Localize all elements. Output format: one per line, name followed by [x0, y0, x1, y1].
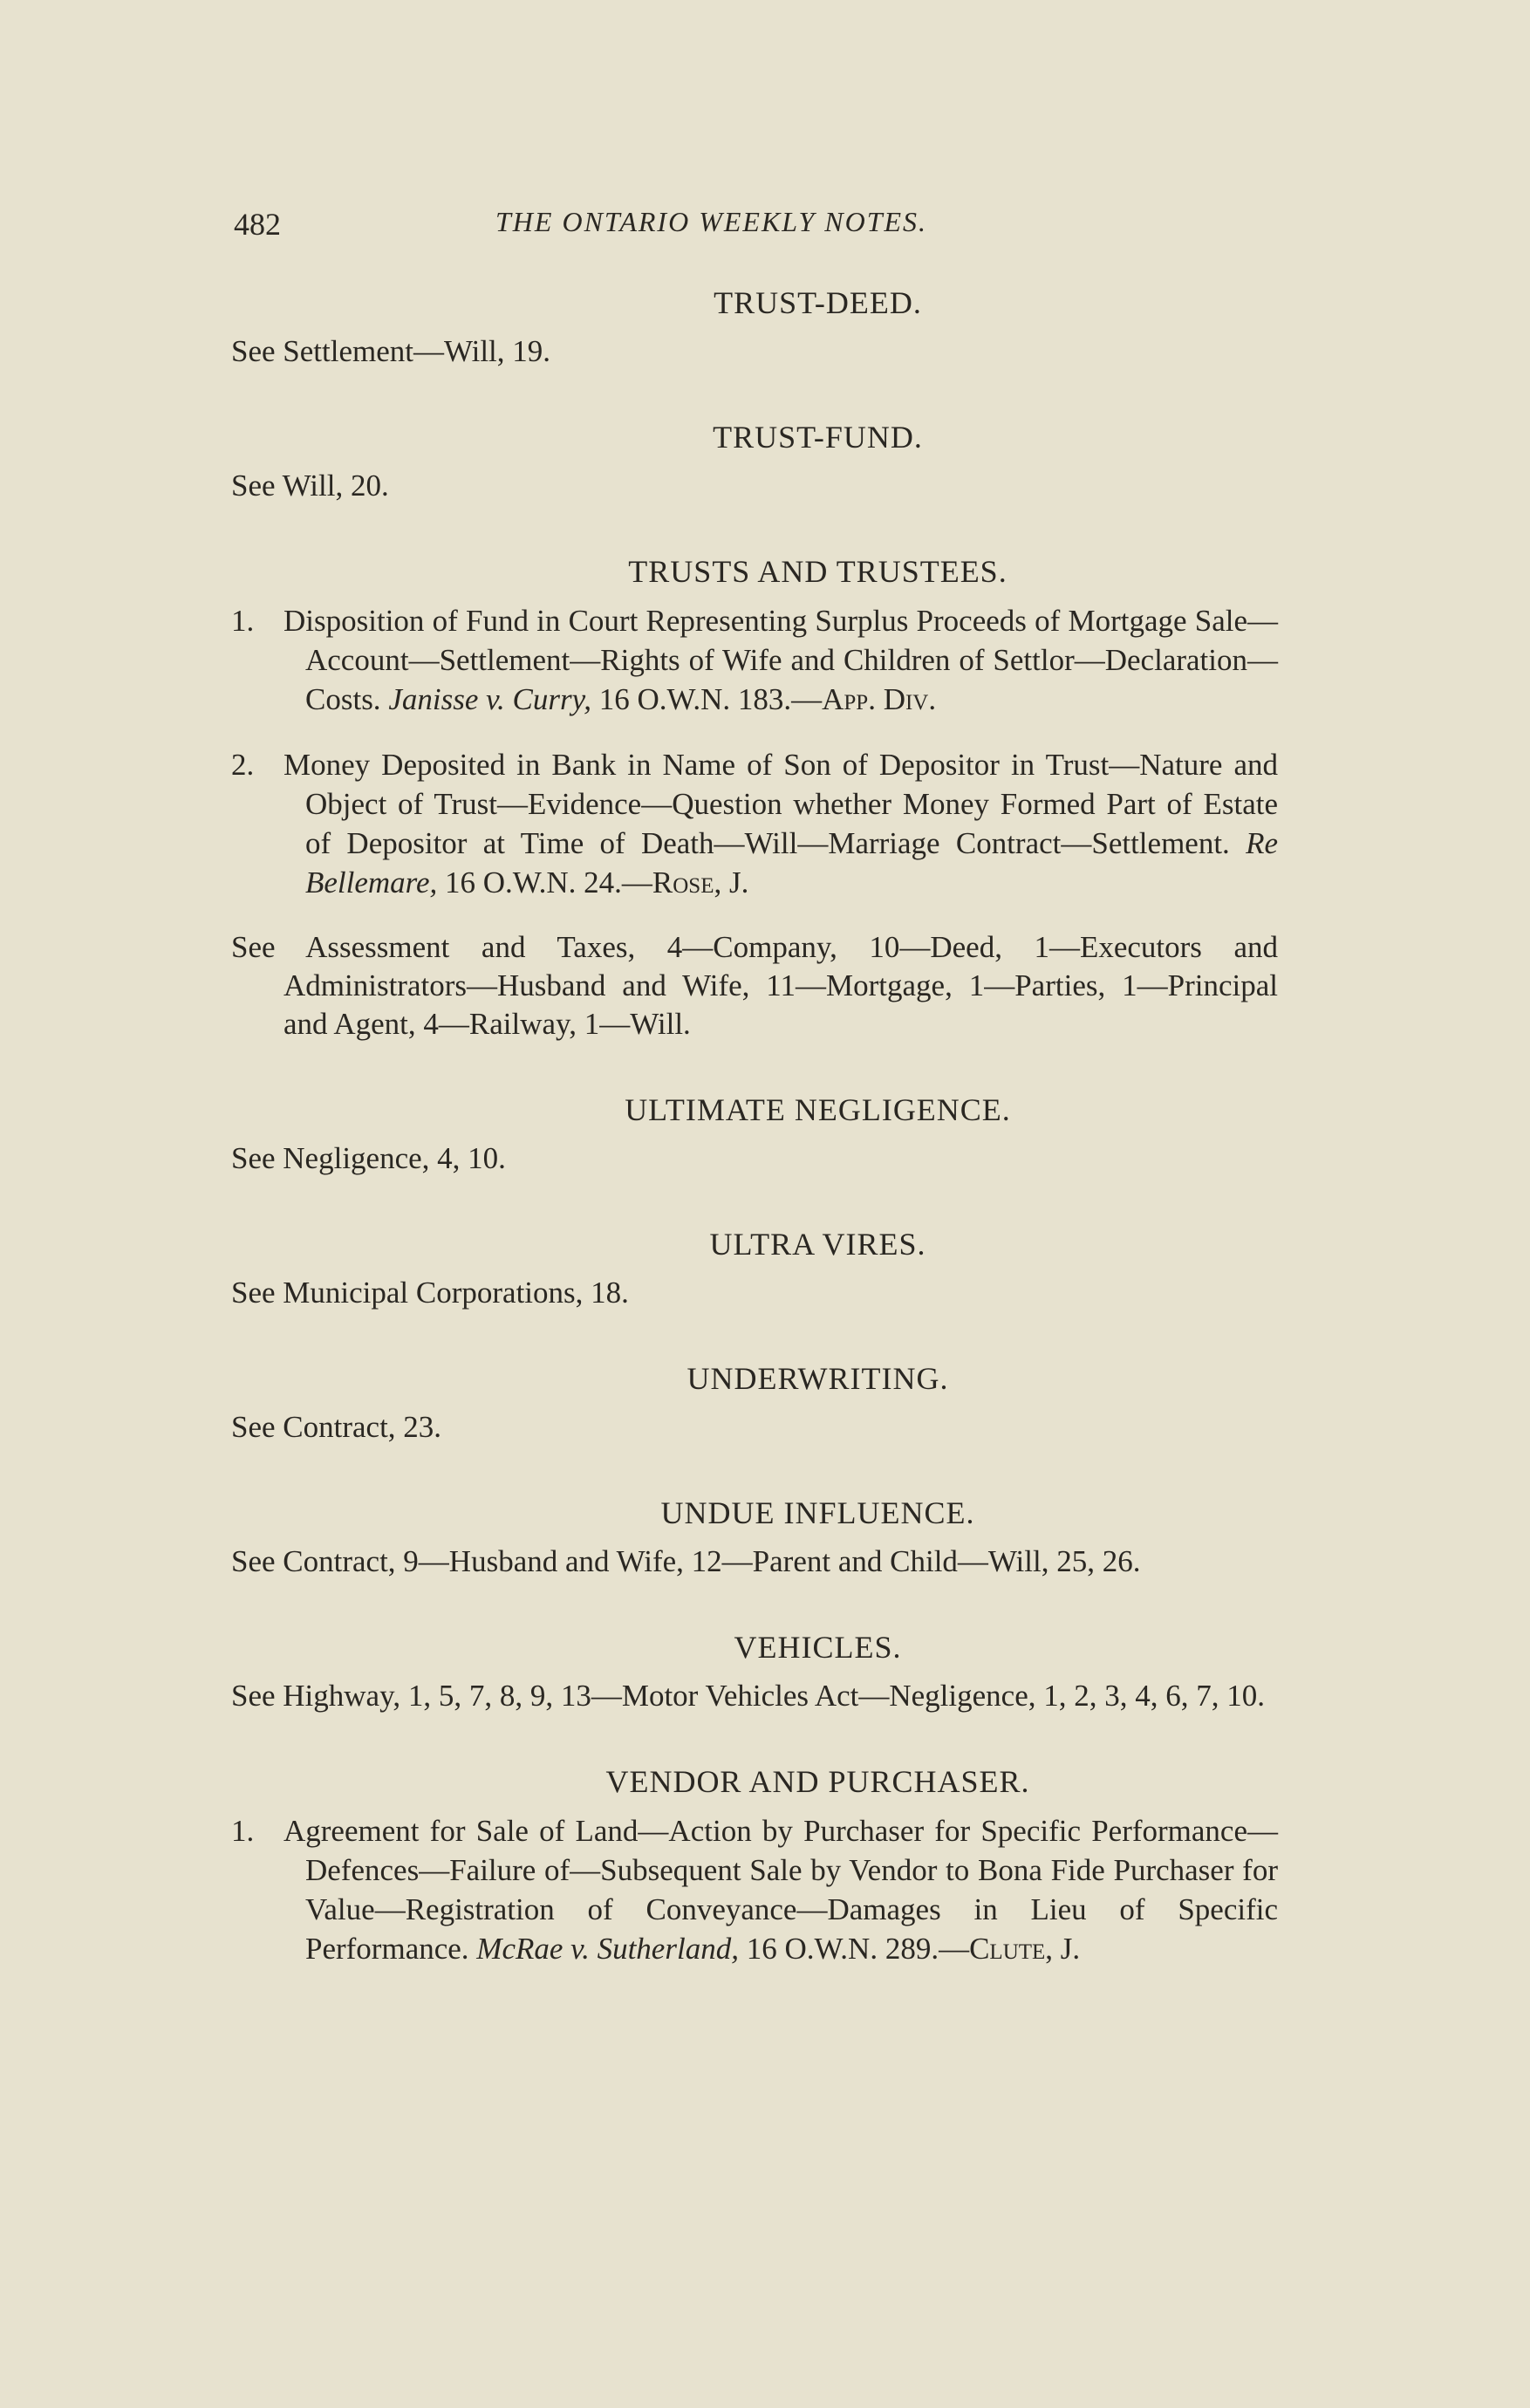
section-heading: VEHICLES.: [734, 1630, 902, 1665]
entry-number: 1.: [231, 604, 255, 638]
entry-text: Agreement for Sale of Land—Action by Purchaser for Specific Performance—Defences—Failure of—Subsequent Sale by Vendor to Bona Fide Purchaser for Value—Registration of Conveyance—Damages in Lieu of Specific Performance.: [283, 1814, 1278, 1966]
entry-text: Money Deposited in Bank in Name of Son of Depositor in Trust—Nature and Object of Trust—Evidence—Question whether Money Formed Part of Estate of Depositor at Time of Death—Will—Marriage Contract—Settlement.: [283, 748, 1278, 860]
section-heading: TRUST-FUND.: [713, 420, 923, 455]
cross-reference: See Will, 20.: [231, 469, 389, 503]
case-name: Janisse v. Curry,: [388, 682, 591, 716]
judge: Clute, J.: [969, 1932, 1081, 1966]
journal-title: THE ONTARIO WEEKLY NOTES.: [495, 206, 928, 237]
cross-reference: See Contract, 9—Husband and Wife, 12—Parent and Child—Will, 25, 26.: [231, 1544, 1141, 1578]
citation: 16 O.W.N. 24.—: [445, 865, 652, 900]
index-entry: [231, 745, 1278, 902]
index-entry: [231, 1811, 1278, 1968]
citation: 16 O.W.N. 289.—: [746, 1932, 970, 1966]
cross-reference: See Settlement—Will, 19.: [231, 334, 551, 368]
citation: 16 O.W.N. 183.—: [598, 682, 823, 716]
section-heading: UNDERWRITING.: [686, 1361, 949, 1396]
entry-number: 2.: [231, 748, 255, 782]
cross-reference: See Contract, 23.: [231, 1410, 442, 1444]
cross-reference: See Assessment and Taxes, 4—Company, 10—Deed, 1—Executors and Administrators—Husband and Wife, 11—Mortgage, 1—Parties, 1—Principal and Agent, 4—Railway, 1—Will.: [231, 930, 1278, 1041]
case-name: Re Bellemare,: [305, 826, 1279, 900]
section-heading: ULTRA VIRES.: [709, 1227, 926, 1262]
cross-reference: See Municipal Corporations, 18.: [231, 1276, 629, 1310]
cross-reference: See Negligence, 4, 10.: [231, 1141, 506, 1175]
entry-text: Disposition of Fund in Court Representing Surplus Proceeds of Mortgage Sale—Account—Settlement—Rights of Wife and Children of Settlor—Declaration—Costs.: [283, 604, 1278, 716]
section-heading: ULTIMATE NEGLIGENCE.: [625, 1092, 1011, 1127]
section-heading: TRUST-DEED.: [714, 285, 922, 320]
index-entry: [231, 601, 1278, 719]
section-heading: TRUSTS AND TRUSTEES.: [628, 554, 1007, 589]
judge: Rose, J.: [652, 865, 749, 900]
judge: App. Div.: [822, 682, 937, 716]
section-heading: UNDUE INFLUENCE.: [660, 1495, 975, 1530]
cross-reference: See Highway, 1, 5, 7, 8, 9, 13—Motor Vehicles Act—Negligence, 1, 2, 3, 4, 6, 7, 10.: [231, 1679, 1265, 1713]
index-content: [231, 284, 1278, 1968]
running-head: [234, 206, 1281, 250]
entry-number: 1.: [231, 1814, 255, 1848]
section-heading: VENDOR AND PURCHASER.: [605, 1764, 1030, 1799]
case-name: McRae v. Sutherland,: [476, 1932, 739, 1966]
page-number: 482: [234, 207, 281, 242]
